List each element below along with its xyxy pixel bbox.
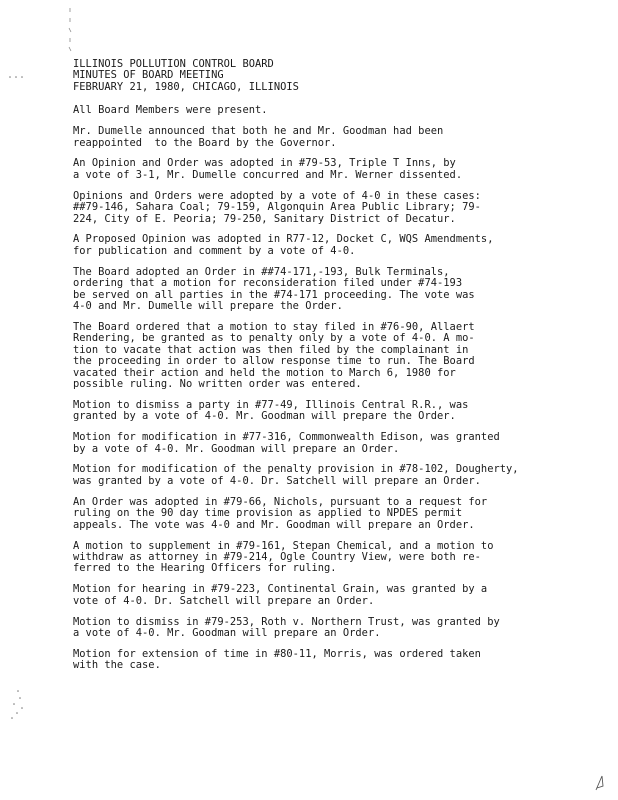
minutes-paragraph [73, 649, 588, 672]
scan-mark-left-bottom [8, 688, 28, 725]
paragraph-line: reappointed to the Board by the Governor. [73, 136, 337, 149]
paragraph-line: A motion to supplement in #79-161, Stepan Chemical, and a motion to [73, 539, 494, 552]
paragraph-line: ferred to the Hearing Officers for ruling. [73, 562, 337, 575]
minutes-header [73, 59, 588, 93]
paragraph-line: tion to vacate that action was then filed by the complainant in [73, 343, 469, 356]
paragraph-line: 224, City of E. Peoria; 79-250, Sanitary District of Decatur. [73, 212, 456, 225]
paragraph-line: a vote of 4-0. Mr. Goodman will prepare an Order. [73, 626, 381, 639]
minutes-paragraph [73, 584, 588, 607]
minutes-paragraph [73, 541, 588, 575]
minutes-paragraph [73, 105, 588, 116]
paragraph-line: Motion for hearing in #79-223, Continental Grain, was granted by a [73, 583, 488, 596]
minutes-paragraph [73, 432, 588, 455]
header-board-name: ILLINOIS POLLUTION CONTROL BOARD [73, 58, 274, 70]
paragraph-line: ##79-146, Sahara Coal; 79-159, Algonquin Area Public Library; 79- [73, 201, 481, 214]
minutes-paragraph [73, 191, 588, 225]
paragraph-line: vote of 4-0. Dr. Satchell will prepare an Order. [73, 594, 375, 607]
paragraph-line: The Board ordered that a motion to stay filed in #76-90, Allaert [73, 320, 475, 333]
scan-mark-left-top [8, 74, 24, 83]
paragraph-line: 4-0 and Mr. Dumelle will prepare the Order. [73, 300, 343, 312]
paragraph-line: An Opinion and Order was adopted in #79-53, Triple T Inns, by [73, 157, 456, 170]
paragraph-line: by a vote of 4-0. Mr. Goodman will prepare an Order. [73, 442, 400, 455]
scan-mark-top [66, 6, 74, 54]
paragraph-line: appeals. The vote was 4-0 and Mr. Goodman will prepare an Order. [73, 518, 475, 531]
paragraph-line: the proceeding in order to allow response time to run. The Board [73, 355, 475, 368]
paragraph-line: Motion for modification in #77-316, Commonwealth Edison, was granted [73, 431, 500, 444]
paragraph-line: ordering that a motion for reconsideration filed under #74-193 [73, 277, 463, 290]
paragraph-line: Motion to dismiss a party in #77-49, Illinois Central R.R., was [73, 398, 469, 411]
paragraph-line: Mr. Dumelle announced that both he and Mr. Goodman had been [73, 125, 444, 138]
minutes-paragraph [73, 234, 588, 257]
paragraph-line: Motion to dismiss in #79-253, Roth v. Northern Trust, was granted by [73, 615, 500, 628]
minutes-paragraph [73, 464, 588, 487]
paragraph-line: A Proposed Opinion was adopted in R77-12, Docket C, WQS Amendments, [73, 233, 494, 246]
scan-mark-bottom-right [592, 772, 608, 795]
paragraph-line: withdraw as attorney in #79-214, Ogle Country View, were both re- [73, 550, 481, 563]
paragraph-line: Rendering, be granted as to penalty only by a vote of 4-0. A mo- [73, 332, 475, 345]
paragraph-line: with the case. [73, 659, 161, 672]
paragraph-line: was granted by a vote of 4-0. Dr. Satchell will prepare an Order. [73, 474, 481, 487]
paragraph-line: All Board Members were present. [73, 104, 268, 117]
minutes-content [73, 59, 588, 681]
paragraph-line: Motion for modification of the penalty provision in #78-102, Dougherty, [73, 463, 519, 476]
minutes-paragraph [73, 158, 588, 181]
header-date-location: FEBRUARY 21, 1980, CHICAGO, ILLINOIS [73, 80, 299, 93]
paragraph-line: Opinions and Orders were adopted by a vote of 4-0 in these cases: [73, 189, 481, 202]
minutes-paragraph [73, 126, 588, 149]
minutes-paragraph [73, 497, 588, 531]
paragraph-line: for publication and comment by a vote of 4-0. [73, 244, 356, 257]
minutes-paragraph [73, 617, 588, 640]
minutes-paragraph [73, 267, 588, 313]
minutes-paragraph [73, 322, 588, 390]
paragraph-line: The Board adopted an Order in ##74-171,-193, Bulk Terminals, [73, 265, 450, 278]
paragraph-line: be served on all parties in the #74-171 proceeding. The vote was [73, 288, 475, 301]
paragraph-line: granted by a vote of 4-0. Mr. Goodman will prepare the Order. [73, 410, 456, 423]
paragraph-line: Motion for extension of time in #80-11, Morris, was ordered taken [73, 647, 481, 660]
paragraph-line: An Order was adopted in #79-66, Nichols, pursuant to a request for [73, 495, 488, 508]
paragraph-line: a vote of 3-1, Mr. Dumelle concurred and Mr. Werner dissented. [73, 168, 463, 181]
paragraph-line: vacated their action and held the motion to March 6, 1980 for [73, 366, 456, 379]
header-title: MINUTES OF BOARD MEETING [73, 69, 224, 82]
minutes-body [73, 105, 588, 671]
minutes-paragraph [73, 400, 588, 423]
paragraph-line: possible ruling. No written order was entered. [73, 377, 362, 390]
paragraph-line: ruling on the 90 day time provision as applied to NPDES permit [73, 507, 463, 520]
